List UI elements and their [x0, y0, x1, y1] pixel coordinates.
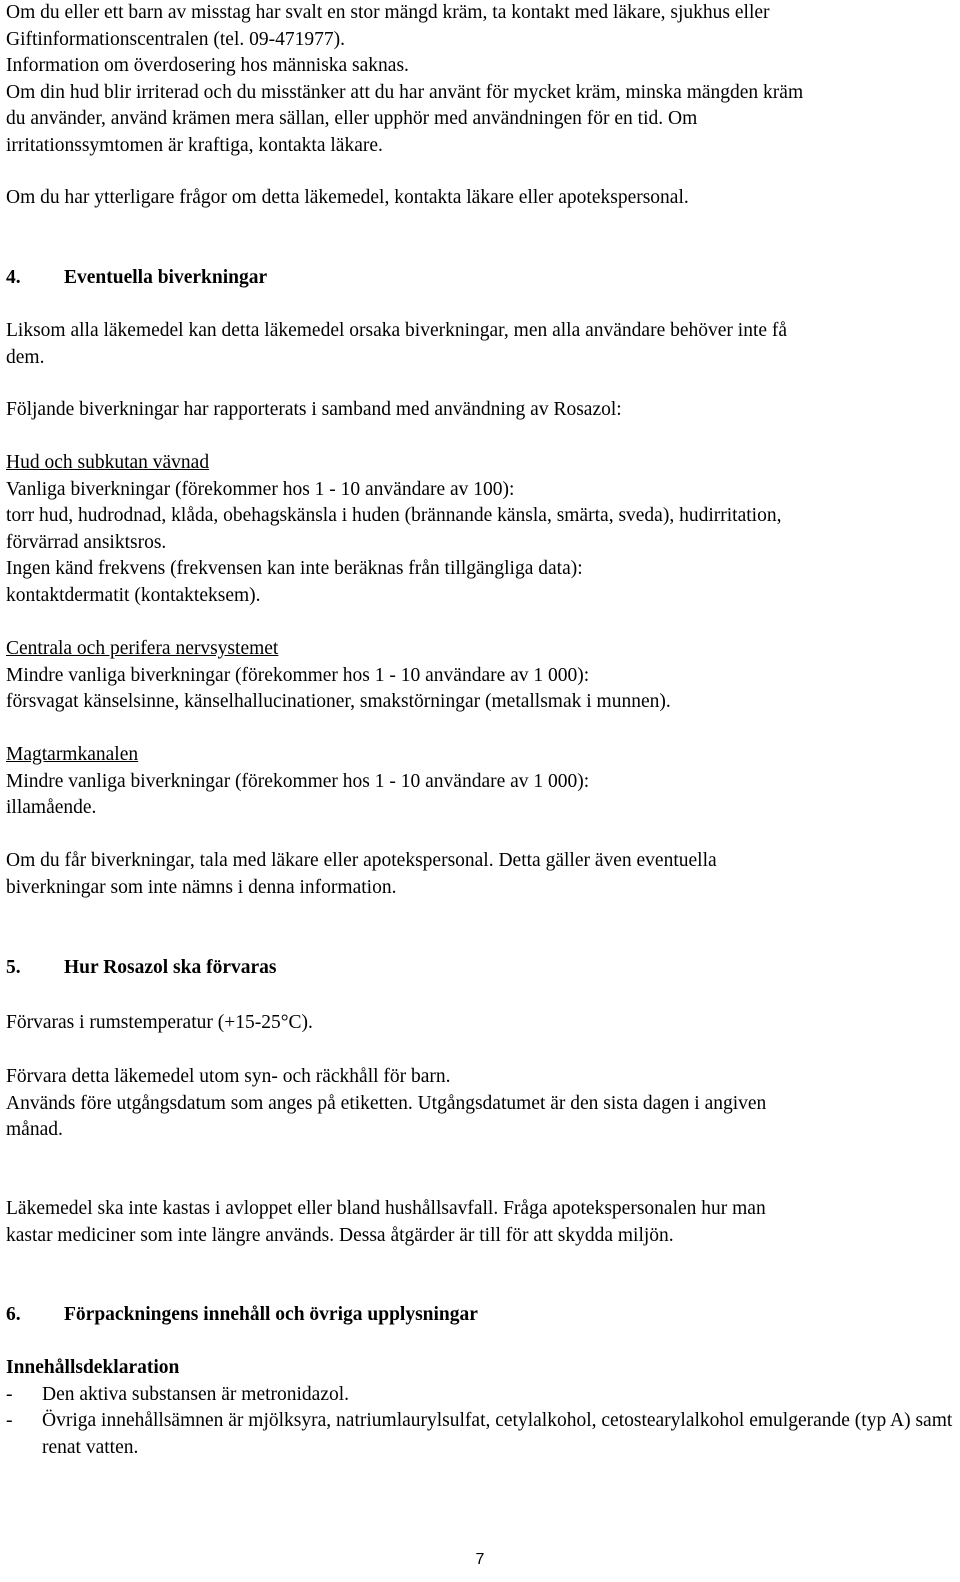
reported-effects-text: Följande biverkningar har rapporterats i samband med användning av Rosazol:	[6, 399, 622, 420]
storage-temperature: Förvaras i rumstemperatur (+15-25°C).	[6, 1012, 313, 1033]
side-effects-intro-line: Liksom alla läkemedel kan detta läkemedel orsaka biverkningar, men alla användare behöver inte få	[6, 320, 788, 341]
skin-unknown-frequency: Ingen känd frekvens (frekvensen kan inte beräknas från tillgängliga data):	[6, 558, 583, 579]
overdose-line: Information om överdosering hos människa saknas.	[6, 55, 409, 76]
section-5-number: 5.	[6, 957, 21, 978]
section-4-heading	[6, 265, 956, 292]
gi-list: illamående.	[6, 797, 97, 818]
section-4-number: 4.	[6, 267, 21, 288]
bullet-dash: -	[6, 1383, 13, 1405]
section-5-title: Hur Rosazol ska förvaras	[64, 957, 277, 978]
section-6-number: 6.	[6, 1304, 21, 1325]
list-item-text: Övriga innehållsämnen är mjölksyra, natriumlaurylsulfat, cetylalkohol, cetostearylalkohol emulgerande (typ A) samt renat vatten.	[42, 1410, 953, 1458]
disposal-text	[6, 1196, 956, 1249]
section-5-heading	[6, 955, 956, 982]
list-item	[6, 1382, 956, 1409]
expiry-line: månad.	[6, 1119, 63, 1140]
gi-effects	[6, 742, 956, 822]
expiry-line: Används före utgångsdatum som anges på etiketten. Utgångsdatumet är den sista dagen i angiven	[6, 1092, 767, 1114]
gi-frequency: Mindre vanliga biverkningar (förekommer hos 1 - 10 användare av 1 000):	[6, 770, 590, 792]
skin-effects	[6, 450, 956, 609]
overdose-text	[6, 0, 956, 159]
disposal-line: kastar mediciner som inte längre används. Dessa åtgärder är till för att skydda miljön.	[6, 1224, 674, 1246]
report-effects-text	[6, 848, 956, 901]
nerve-frequency: Mindre vanliga biverkningar (förekommer hos 1 - 10 användare av 1 000):	[6, 664, 590, 686]
page-number: 7	[475, 1551, 485, 1568]
section-6-heading	[6, 1302, 956, 1329]
bullet-dash: -	[6, 1410, 13, 1431]
skin-unknown-list: kontaktdermatit (kontakteksem).	[6, 584, 261, 606]
overdose-line: du använder, använd krämen mera sällan, eller upphör med användningen för en tid. Om	[6, 108, 698, 129]
overdose-line: Giftinformationscentralen (tel. 09-471977).	[6, 28, 345, 50]
side-effects-intro-line: dem.	[6, 346, 45, 368]
skin-common-frequency: Vanliga biverkningar (förekommer hos 1 - 10 användare av 100):	[6, 478, 515, 500]
nerve-heading: Centrala och perifera nervsystemet	[6, 638, 279, 659]
list-item	[6, 1408, 956, 1461]
storage-instructions	[6, 1064, 956, 1144]
report-line: Om du får biverkningar, tala med läkare eller apotekspersonal. Detta gäller även eventuella	[6, 850, 717, 871]
children-warning: Förvara detta läkemedel utom syn- och räckhåll för barn.	[6, 1066, 451, 1087]
list-item-text: Den aktiva substansen är metronidazol.	[42, 1383, 350, 1405]
overdose-line: Om din hud blir irriterad och du misstänker att du har använt för mycket kräm, minska mängden kräm	[6, 81, 804, 103]
skin-common-list: torr hud, hudrodnad, klåda, obehagskänsla i huden (brännande känsla, smärta, sveda), hudirritation,	[6, 505, 782, 526]
questions-text: Om du har ytterligare frågor om detta läkemedel, kontakta läkare eller apotekspersonal.	[6, 187, 689, 208]
skin-common-list: förvärrad ansiktsros.	[6, 531, 167, 553]
overdose-line: irritationssymtomen är kraftiga, kontakta läkare.	[6, 134, 383, 156]
declaration-heading: Innehållsdeklaration	[6, 1357, 180, 1378]
nerve-list: försvagat känselsinne, känselhallucinationer, smakstörningar (metallsmak i munnen).	[6, 691, 671, 712]
section-6-title: Förpackningens innehåll och övriga upplysningar	[64, 1304, 478, 1325]
disposal-line: Läkemedel ska inte kastas i avloppet eller bland hushållsavfall. Fråga apotekspersonalen hur man	[6, 1198, 766, 1219]
section-4-title: Eventuella biverkningar	[64, 267, 268, 288]
side-effects-intro	[6, 318, 956, 371]
nerve-effects	[6, 636, 956, 716]
declaration	[6, 1355, 956, 1461]
skin-heading: Hud och subkutan vävnad	[6, 452, 210, 473]
overdose-line: Om du eller ett barn av misstag har svalt en stor mängd kräm, ta kontakt med läkare, sjukhus eller	[6, 2, 770, 23]
gi-heading: Magtarmkanalen	[6, 744, 139, 765]
report-line: biverkningar som inte nämns i denna information.	[6, 876, 397, 898]
